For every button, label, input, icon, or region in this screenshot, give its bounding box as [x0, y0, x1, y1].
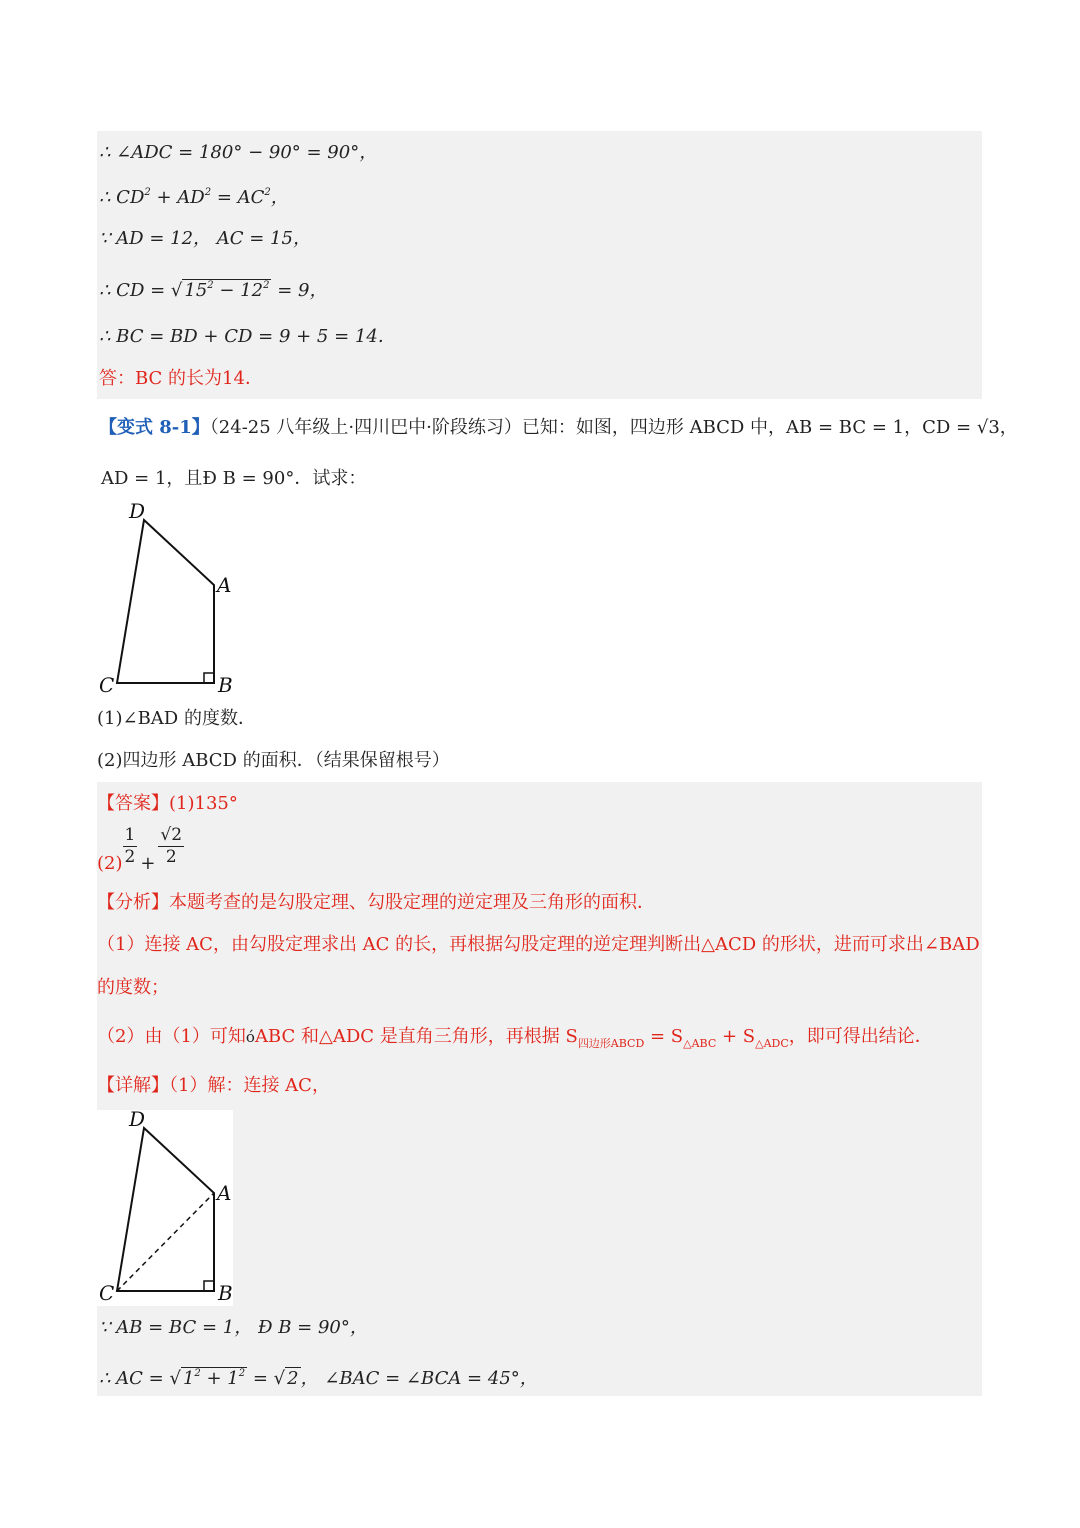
label-a: A	[217, 1181, 232, 1205]
answer-line-1: 【答案】(1)135°	[97, 793, 238, 814]
step-angle-adc: ∴ ∠ADC = 180° − 90° = 90°，	[99, 142, 378, 163]
step-pythagoras: ∴ $CD^2 + AD^2 = AC^2$，	[99, 187, 289, 208]
analysis-part-1-cont: 的度数；	[97, 977, 169, 998]
label-b: B	[218, 1281, 233, 1305]
analysis-part-1: （1）连接 AC，由勾股定理求出 AC 的长，再根据勾股定理的逆定理判断出△ACD 的形状，进而可求出∠BAD	[97, 934, 980, 955]
analysis-line: 【分析】本题考查的是勾股定理、勾股定理的逆定理及三角形的面积．	[97, 892, 655, 913]
problem-statement-line2: AD = 1，且Ð B = 90°．试求：	[101, 468, 367, 489]
label-d: D	[129, 1108, 146, 1131]
label-c: C	[99, 673, 115, 697]
label-a: A	[217, 573, 232, 597]
previous-answer: 答：BC 的长为14．	[99, 368, 263, 389]
question-2: (2)四边形 ABCD 的面积．（结果保留根号）	[97, 750, 450, 771]
label-b: B	[218, 673, 233, 697]
analysis-part-2: （2）由（1）可知óABC 和△ADC 是直角三角形，再根据 $S_{四边形ABCD} = S_{\triangle ABC} + S_{\triangle ADC}$，即可得出结论．	[97, 1026, 933, 1050]
step-bc-value: ∴ BC = BD + CD = 9 + 5 = 14．	[99, 326, 396, 347]
detail-step-2: ∴ AC = √ $1^2 + 1^2$ = √ 2 ， ∠BAC = ∠BCA = 45°，	[99, 1368, 538, 1389]
step-given-values: ∵ AD = 12， AC = 15，	[99, 228, 311, 249]
quadrilateral-figure-with-diagonal	[95, 1108, 245, 1308]
answer-line-2: (2) $\frac{1}{2}$ + $\frac{√2}{2}$	[97, 825, 183, 874]
question-1: (1)∠BAD 的度数．	[97, 708, 256, 729]
problem-statement: 【变式 8-1】（24-25 八年级上·四川巴中·阶段练习）已知：如图，四边形 ABCD 中，AB = BC = 1，CD = √3，	[99, 417, 1018, 438]
detail-step-1: ∵ AB = BC = 1， Ð B = 90°，	[99, 1317, 368, 1338]
variant-tag: 【变式 8-1】	[99, 417, 210, 438]
detail-line: 【详解】（1）解：连接 AC，	[97, 1075, 330, 1096]
step-cd-value: ∴ CD = √ $15^2 - 12^2 = 9$，	[99, 280, 328, 301]
quadrilateral-figure	[95, 500, 245, 700]
label-c: C	[99, 1281, 115, 1305]
label-d: D	[129, 500, 146, 523]
previous-solution-block	[97, 131, 982, 399]
